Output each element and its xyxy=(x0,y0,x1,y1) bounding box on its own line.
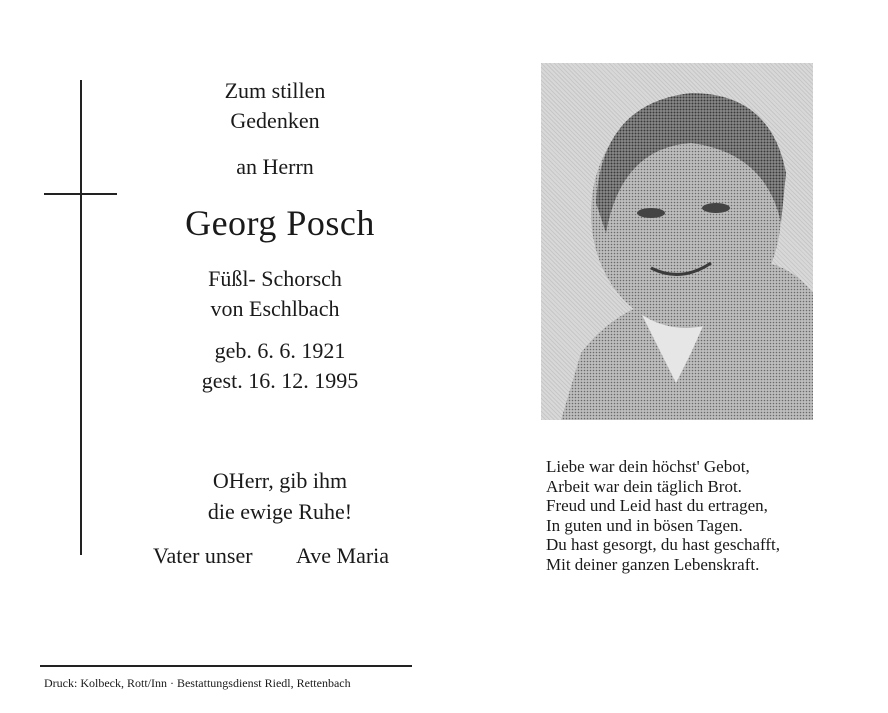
poem-line: Du hast gesorgt, du hast geschafft, xyxy=(546,535,781,554)
poem-line: Arbeit war dein täglich Brot. xyxy=(546,476,742,496)
cross-vertical-bar xyxy=(80,80,82,555)
deceased-name: Georg Posch xyxy=(185,203,375,243)
prayer-ave-maria: Ave Maria xyxy=(296,543,390,568)
poem-line: Freud und Leid hast du ertragen, xyxy=(546,496,768,515)
nickname: Füßl- Schorsch xyxy=(208,266,342,291)
heading-line-2: Gedenken xyxy=(230,108,320,133)
poem-line: Mit deiner ganzen Lebenskraft. xyxy=(546,554,760,574)
portrait-eye-left xyxy=(637,208,665,218)
portrait-photo xyxy=(541,63,813,420)
origin: von Eschlbach xyxy=(210,296,340,321)
poem-line: Liebe war dein höchst' Gebot, xyxy=(546,457,750,476)
life-dates xyxy=(150,336,410,396)
death-date: gest. 16. 12. 1995 xyxy=(201,368,359,393)
footer-rule xyxy=(40,665,412,667)
printer-credit: Druck: Kolbeck, Rott/Inn · Bestattungsdienst Riedl, Rettenbach xyxy=(44,676,351,690)
name-details xyxy=(160,264,390,324)
heading-line-1: Zum stillen xyxy=(224,78,326,103)
memorial-heading xyxy=(160,76,390,136)
prayer-line-1: OHerr, gib ihm xyxy=(212,468,348,493)
heading-line-3: an Herrn xyxy=(236,154,314,179)
portrait-eye-right xyxy=(702,203,730,213)
prayer-text xyxy=(150,465,410,527)
memorial-poem xyxy=(546,457,780,574)
portrait-illustration xyxy=(541,63,813,420)
prayer-vater-unser: Vater unser xyxy=(153,543,253,568)
poem-line: In guten und in bösen Tagen. xyxy=(546,515,743,535)
cross-horizontal-bar xyxy=(44,193,117,195)
birth-date: geb. 6. 6. 1921 xyxy=(214,338,346,363)
prayer-line-2: die ewige Ruhe! xyxy=(207,499,353,524)
